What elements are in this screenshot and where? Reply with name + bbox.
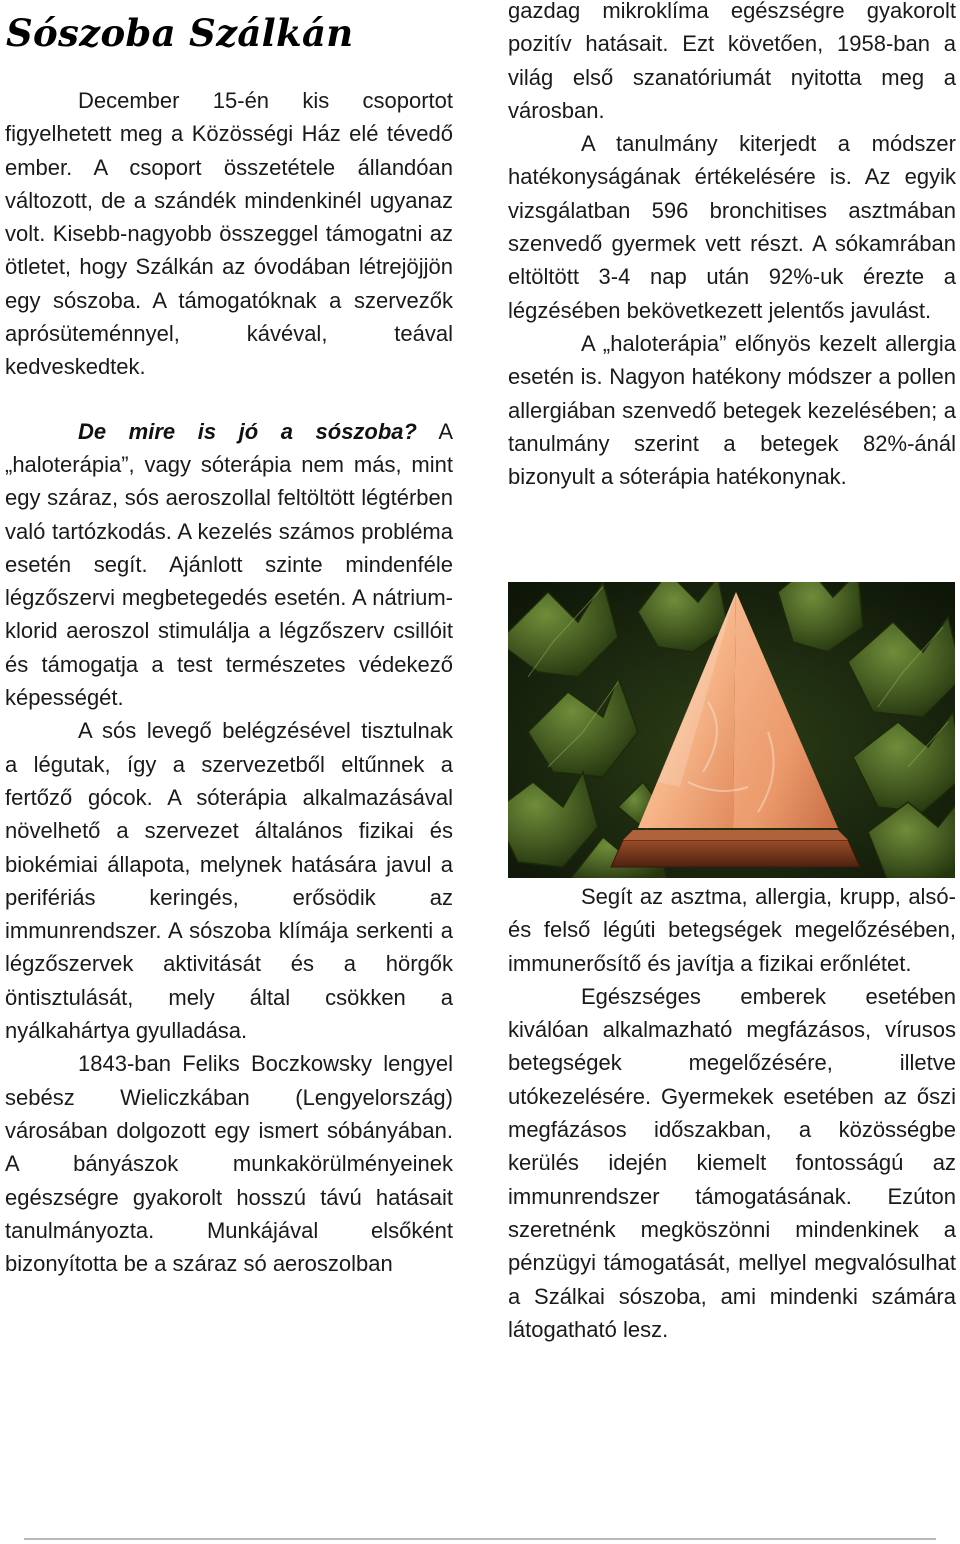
benefits-paragraph: Segít az asztma, allergia, krupp, alsó- és felső légúti betegségek megelőzésében, immunerősítő és javítja a fizikai erőnlétet. <box>508 884 956 976</box>
history-continued-paragraph: gazdag mikroklíma egészségre gyakorolt pozitív hatásait. Ezt követően, 1958-ban a világ első szanatóriumát nyitotta meg a városban. <box>508 0 956 123</box>
section-lead-question: De mire is jó a sószoba? <box>78 418 417 444</box>
article-title: Sószoba Szálkán <box>6 11 354 55</box>
right-column-bottom <box>508 880 956 1346</box>
right-column-top <box>508 0 956 493</box>
study-paragraph: A tanulmány kiterjedt a módszer hatékonyságának értékelésére is. Az egyik vizsgálatban 596 bronchitises asztmában szenvedő gyermek vett részt. A sókamrában eltöltött 3-4 nap után 92%-uk érezte a légzésében bekövetkezett jelentős javulást. <box>508 131 956 323</box>
intro-paragraph: December 15-én kis csoportot figyelhetett meg a Közösségi Ház elé tévedő ember. A csoport összetétele állandóan változott, de a szándék mindenkinél ugyanaz volt. Kisebb-nagyobb összeggel támogatni az ötletet, hogy Szálkán az óvodában létrejöjjön egy sószoba. A támogatóknak a szervezők aprósüteménnyel, kávéval, teával kedveskedtek. <box>5 88 453 380</box>
left-column <box>5 84 453 1280</box>
thanks-paragraph: Egészséges emberek esetében kiválóan alkalmazható megfázásos, vírusos betegségek megelőzésére, illetve utókezelésére. Gyermekek esetében az őszi megfázásos időszakban, a közösségbe kerülés idején kiemelt fontosságú az immunrendszer támogatásának. Ezúton szeretnénk megköszönni mindenkinek a pénzügyi támogatását, mellyel megvalósulhat a Szálkai sószoba, ami mindenki számára látogatható lesz. <box>508 983 956 1342</box>
history-paragraph: 1843-ban Feliks Boczkowsky lengyel sebész Wieliczkában (Lengyelország) városában dolgozott egy ismert sóbányában. A bányászok munkakörülményeinek egészségre gyakorolt hosszú távú hatásait tanulmányozta. Munkájával elsőként bizonyította be a száraz só aeroszolban <box>5 1051 453 1277</box>
section-lead-body: A „haloterápia”, vagy sóterápia nem más, mint egy száraz, sós aeroszollal feltöltött légtérben való tartózkodás. A kezelés számos probléma esetén segít. Ajánlott szinte mindenféle légzőszervi megbetegedés esetén. A nátrium-klorid aeroszol stimulálja a légzőszerv csillóit és támogatja a test természetes védekező képességét. <box>5 418 454 711</box>
airway-cleansing-paragraph: A sós levegő belégzésével tisztulnak a légutak, így a szervezetből eltűnnek a fertőző gócok. A sóterápia alkalmazásával növelhető a szervezet általános fizikai és biokémiai állapota, melynek hatására javul a perifériás keringés, erősödik az immunrendszer. A sószoba klímája serkenti a légzőszervek aktivitását és a hörgők öntisztulását, mely által csökken a nyálkahártya gyulladása. <box>5 718 453 1044</box>
allergy-paragraph: A „haloterápia” előnyös kezelt allergia esetén is. Nagyon hatékony módszer a pollen allergiában szenvedő betegek kezelésében; a tanulmány szerint a betegek 82%-ánál bizonyult a sóterápia hatékonynak. <box>508 330 956 490</box>
what-is-salt-room-paragraph <box>5 415 453 715</box>
footer-divider <box>24 1538 936 1540</box>
salt-lamp-photo <box>508 582 955 878</box>
